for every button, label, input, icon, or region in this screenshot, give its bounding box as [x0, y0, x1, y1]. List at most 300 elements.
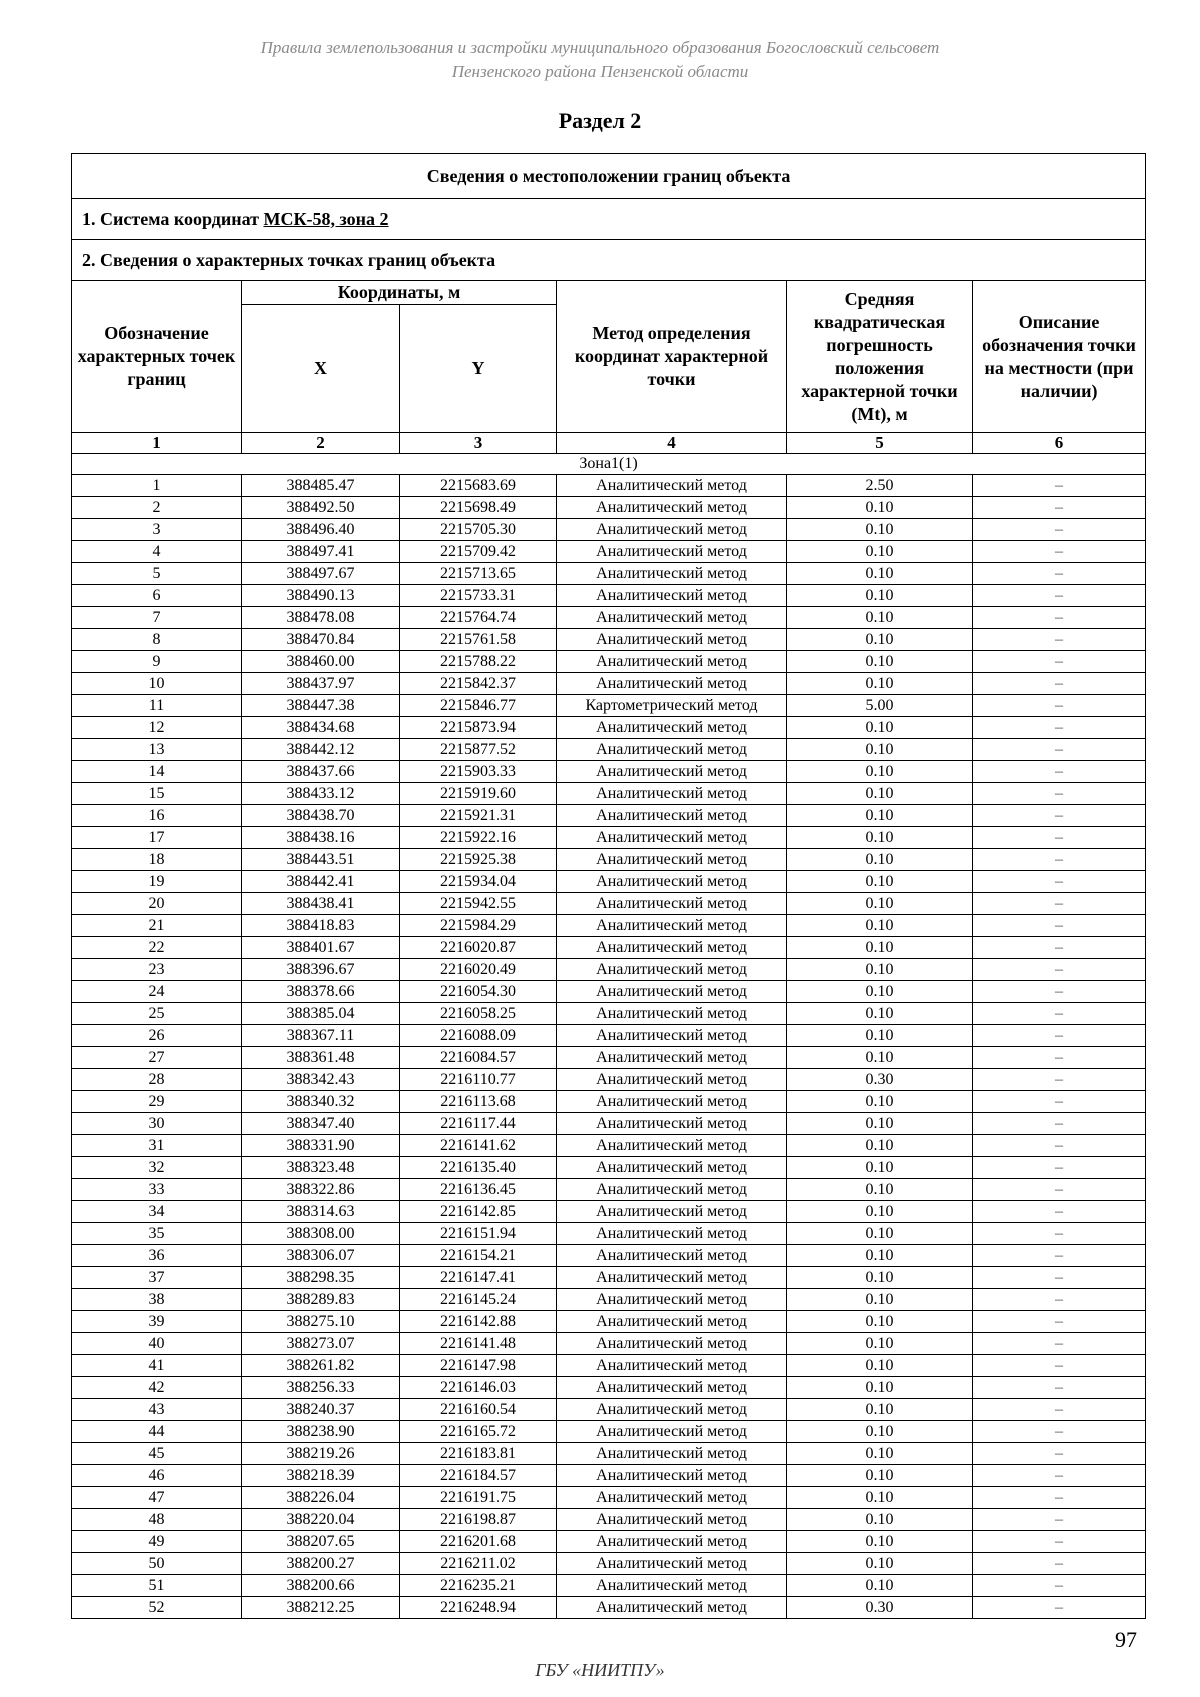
- method-cell: Аналитический метод: [557, 1201, 787, 1223]
- description-cell: –: [973, 1025, 1146, 1047]
- error-cell: 0.30: [787, 1597, 973, 1619]
- description-cell: –: [973, 1443, 1146, 1465]
- column-header-x: X: [242, 305, 400, 433]
- table-row: [72, 1421, 1146, 1443]
- table-row: [72, 959, 1146, 981]
- error-cell: 0.10: [787, 1289, 973, 1311]
- point-id-cell: 34: [72, 1201, 242, 1223]
- error-cell: 0.10: [787, 607, 973, 629]
- description-cell: –: [973, 673, 1146, 695]
- point-id-cell: 19: [72, 871, 242, 893]
- table-row: [72, 1157, 1146, 1179]
- table-row: [72, 739, 1146, 761]
- x-coordinate-cell: 388200.66: [242, 1575, 400, 1597]
- description-cell: –: [973, 1487, 1146, 1509]
- error-cell: 0.10: [787, 541, 973, 563]
- description-cell: –: [973, 959, 1146, 981]
- table-row: [72, 475, 1146, 497]
- y-coordinate-cell: 2216147.41: [400, 1267, 557, 1289]
- description-cell: –: [973, 651, 1146, 673]
- point-id-cell: 50: [72, 1553, 242, 1575]
- table-row: [72, 805, 1146, 827]
- y-coordinate-cell: 2216020.87: [400, 937, 557, 959]
- x-coordinate-cell: 388238.90: [242, 1421, 400, 1443]
- error-cell: 0.10: [787, 871, 973, 893]
- x-coordinate-cell: 388437.66: [242, 761, 400, 783]
- method-cell: Аналитический метод: [557, 1003, 787, 1025]
- table-row: [72, 519, 1146, 541]
- x-coordinate-cell: 388256.33: [242, 1377, 400, 1399]
- x-coordinate-cell: 388438.41: [242, 893, 400, 915]
- y-coordinate-cell: 2216135.40: [400, 1157, 557, 1179]
- x-coordinate-cell: 388478.08: [242, 607, 400, 629]
- method-cell: Аналитический метод: [557, 1311, 787, 1333]
- point-id-cell: 10: [72, 673, 242, 695]
- column-number: 4: [557, 433, 787, 454]
- error-cell: 0.10: [787, 937, 973, 959]
- description-cell: –: [973, 1289, 1146, 1311]
- point-id-cell: 5: [72, 563, 242, 585]
- table-row: [72, 1179, 1146, 1201]
- table-row: [72, 827, 1146, 849]
- method-cell: Аналитический метод: [557, 629, 787, 651]
- error-cell: 0.10: [787, 1399, 973, 1421]
- error-cell: 0.10: [787, 1487, 973, 1509]
- x-coordinate-cell: 388261.82: [242, 1355, 400, 1377]
- point-id-cell: 35: [72, 1223, 242, 1245]
- point-id-cell: 13: [72, 739, 242, 761]
- description-cell: –: [973, 981, 1146, 1003]
- table-row: [72, 1267, 1146, 1289]
- point-id-cell: 12: [72, 717, 242, 739]
- y-coordinate-cell: 2215922.16: [400, 827, 557, 849]
- table-row: [72, 497, 1146, 519]
- error-cell: 5.00: [787, 695, 973, 717]
- method-cell: Аналитический метод: [557, 1157, 787, 1179]
- method-cell: Аналитический метод: [557, 937, 787, 959]
- x-coordinate-cell: 388496.40: [242, 519, 400, 541]
- point-id-cell: 16: [72, 805, 242, 827]
- error-cell: 0.10: [787, 827, 973, 849]
- error-cell: 0.10: [787, 959, 973, 981]
- error-cell: 0.10: [787, 1157, 973, 1179]
- y-coordinate-cell: 2215873.94: [400, 717, 557, 739]
- method-cell: Аналитический метод: [557, 1509, 787, 1531]
- y-coordinate-cell: 2216191.75: [400, 1487, 557, 1509]
- x-coordinate-cell: 388306.07: [242, 1245, 400, 1267]
- error-cell: 0.10: [787, 805, 973, 827]
- description-cell: –: [973, 871, 1146, 893]
- x-coordinate-cell: 388212.25: [242, 1597, 400, 1619]
- table-row: [72, 1377, 1146, 1399]
- point-id-cell: 26: [72, 1025, 242, 1047]
- error-cell: 0.10: [787, 1047, 973, 1069]
- table-row: [72, 1333, 1146, 1355]
- table-row: [72, 607, 1146, 629]
- x-coordinate-cell: 388361.48: [242, 1047, 400, 1069]
- description-cell: –: [973, 1355, 1146, 1377]
- y-coordinate-cell: 2216201.68: [400, 1531, 557, 1553]
- point-id-cell: 40: [72, 1333, 242, 1355]
- description-cell: –: [973, 1245, 1146, 1267]
- error-cell: 0.10: [787, 739, 973, 761]
- coordinate-system-name: МСК-58, зона 2: [263, 208, 389, 229]
- point-id-cell: 33: [72, 1179, 242, 1201]
- description-cell: –: [973, 1267, 1146, 1289]
- error-cell: 0.10: [787, 1333, 973, 1355]
- method-cell: Аналитический метод: [557, 739, 787, 761]
- description-cell: –: [973, 915, 1146, 937]
- point-id-cell: 48: [72, 1509, 242, 1531]
- table-row: [72, 981, 1146, 1003]
- table-title: Сведения о местоположении границ объекта: [72, 154, 1146, 199]
- y-coordinate-cell: 2216084.57: [400, 1047, 557, 1069]
- y-coordinate-cell: 2216142.88: [400, 1311, 557, 1333]
- y-coordinate-cell: 2216117.44: [400, 1113, 557, 1135]
- description-cell: –: [973, 937, 1146, 959]
- error-cell: 0.10: [787, 1443, 973, 1465]
- method-cell: Аналитический метод: [557, 871, 787, 893]
- method-cell: Аналитический метод: [557, 915, 787, 937]
- y-coordinate-cell: 2215919.60: [400, 783, 557, 805]
- x-coordinate-cell: 388485.47: [242, 475, 400, 497]
- point-id-cell: 3: [72, 519, 242, 541]
- method-cell: Аналитический метод: [557, 1487, 787, 1509]
- error-cell: 0.10: [787, 1025, 973, 1047]
- point-id-cell: 24: [72, 981, 242, 1003]
- description-cell: –: [973, 1597, 1146, 1619]
- description-cell: –: [973, 761, 1146, 783]
- error-cell: 0.10: [787, 1245, 973, 1267]
- error-cell: 0.10: [787, 629, 973, 651]
- column-header-coords: Координаты, м: [242, 281, 557, 305]
- method-cell: Аналитический метод: [557, 783, 787, 805]
- table-row: [72, 629, 1146, 651]
- document-header: [0, 36, 1200, 84]
- point-id-cell: 22: [72, 937, 242, 959]
- method-cell: Аналитический метод: [557, 1267, 787, 1289]
- method-cell: Аналитический метод: [557, 849, 787, 871]
- x-coordinate-cell: 388226.04: [242, 1487, 400, 1509]
- x-coordinate-cell: 388433.12: [242, 783, 400, 805]
- x-coordinate-cell: 388497.41: [242, 541, 400, 563]
- error-cell: 0.10: [787, 1311, 973, 1333]
- table-row: [72, 849, 1146, 871]
- description-cell: –: [973, 1399, 1146, 1421]
- y-coordinate-cell: 2216248.94: [400, 1597, 557, 1619]
- y-coordinate-cell: 2215709.42: [400, 541, 557, 563]
- x-coordinate-cell: 388340.32: [242, 1091, 400, 1113]
- error-cell: 0.10: [787, 519, 973, 541]
- y-coordinate-cell: 2215925.38: [400, 849, 557, 871]
- method-cell: Аналитический метод: [557, 651, 787, 673]
- coordinate-system-label: 1. Система координат: [82, 208, 264, 229]
- y-coordinate-cell: 2216110.77: [400, 1069, 557, 1091]
- table-row: [72, 695, 1146, 717]
- x-coordinate-cell: 388322.86: [242, 1179, 400, 1201]
- table-row: [72, 1531, 1146, 1553]
- y-coordinate-cell: 2216054.30: [400, 981, 557, 1003]
- point-id-cell: 45: [72, 1443, 242, 1465]
- y-coordinate-cell: 2215733.31: [400, 585, 557, 607]
- x-coordinate-cell: 388273.07: [242, 1333, 400, 1355]
- column-number: 3: [400, 433, 557, 454]
- point-id-cell: 44: [72, 1421, 242, 1443]
- y-coordinate-cell: 2216235.21: [400, 1575, 557, 1597]
- x-coordinate-cell: 388418.83: [242, 915, 400, 937]
- error-cell: 0.10: [787, 1003, 973, 1025]
- method-cell: Аналитический метод: [557, 1069, 787, 1091]
- column-number: 6: [973, 433, 1146, 454]
- description-cell: –: [973, 805, 1146, 827]
- column-header-method: Метод определения координат характерной точки: [557, 281, 787, 433]
- method-cell: Аналитический метод: [557, 1421, 787, 1443]
- y-coordinate-cell: 2216160.54: [400, 1399, 557, 1421]
- x-coordinate-cell: 388323.48: [242, 1157, 400, 1179]
- error-cell: 0.10: [787, 585, 973, 607]
- x-coordinate-cell: 388437.97: [242, 673, 400, 695]
- y-coordinate-cell: 2216141.48: [400, 1333, 557, 1355]
- table-row: [72, 1113, 1146, 1135]
- point-id-cell: 15: [72, 783, 242, 805]
- x-coordinate-cell: 388200.27: [242, 1553, 400, 1575]
- point-id-cell: 20: [72, 893, 242, 915]
- method-cell: Аналитический метод: [557, 827, 787, 849]
- table-row: [72, 871, 1146, 893]
- description-cell: –: [973, 1575, 1146, 1597]
- point-id-cell: 4: [72, 541, 242, 563]
- point-id-cell: 25: [72, 1003, 242, 1025]
- boundary-points-table: [71, 153, 1146, 1619]
- point-id-cell: 31: [72, 1135, 242, 1157]
- x-coordinate-cell: 388434.68: [242, 717, 400, 739]
- x-coordinate-cell: 388240.37: [242, 1399, 400, 1421]
- table-row: [72, 1509, 1146, 1531]
- method-cell: Аналитический метод: [557, 1399, 787, 1421]
- y-coordinate-cell: 2215903.33: [400, 761, 557, 783]
- table-row: [72, 893, 1146, 915]
- error-cell: 2.50: [787, 475, 973, 497]
- x-coordinate-cell: 388314.63: [242, 1201, 400, 1223]
- error-cell: 0.10: [787, 497, 973, 519]
- y-coordinate-cell: 2216147.98: [400, 1355, 557, 1377]
- table-row: [72, 915, 1146, 937]
- error-cell: 0.10: [787, 1575, 973, 1597]
- error-cell: 0.10: [787, 893, 973, 915]
- table-row: [72, 1201, 1146, 1223]
- table-row: [72, 1311, 1146, 1333]
- column-header-point: Обозначение характерных точек границ: [72, 281, 242, 433]
- point-id-cell: 46: [72, 1465, 242, 1487]
- method-cell: Аналитический метод: [557, 1443, 787, 1465]
- description-cell: –: [973, 1179, 1146, 1201]
- x-coordinate-cell: 388497.67: [242, 563, 400, 585]
- y-coordinate-cell: 2216020.49: [400, 959, 557, 981]
- description-cell: –: [973, 1113, 1146, 1135]
- y-coordinate-cell: 2216151.94: [400, 1223, 557, 1245]
- point-id-cell: 39: [72, 1311, 242, 1333]
- y-coordinate-cell: 2215984.29: [400, 915, 557, 937]
- table-row: [72, 1443, 1146, 1465]
- description-cell: –: [973, 629, 1146, 651]
- error-cell: 0.10: [787, 673, 973, 695]
- point-id-cell: 27: [72, 1047, 242, 1069]
- table-row: [72, 1289, 1146, 1311]
- description-cell: –: [973, 563, 1146, 585]
- point-id-cell: 41: [72, 1355, 242, 1377]
- method-cell: Аналитический метод: [557, 1355, 787, 1377]
- point-id-cell: 30: [72, 1113, 242, 1135]
- x-coordinate-cell: 388385.04: [242, 1003, 400, 1025]
- table-row: [72, 1487, 1146, 1509]
- point-id-cell: 8: [72, 629, 242, 651]
- point-id-cell: 14: [72, 761, 242, 783]
- y-coordinate-cell: 2215683.69: [400, 475, 557, 497]
- point-id-cell: 36: [72, 1245, 242, 1267]
- y-coordinate-cell: 2215705.30: [400, 519, 557, 541]
- point-id-cell: 37: [72, 1267, 242, 1289]
- y-coordinate-cell: 2215934.04: [400, 871, 557, 893]
- description-cell: –: [973, 1091, 1146, 1113]
- y-coordinate-cell: 2216142.85: [400, 1201, 557, 1223]
- method-cell: Картометрический метод: [557, 695, 787, 717]
- y-coordinate-cell: 2216146.03: [400, 1377, 557, 1399]
- method-cell: Аналитический метод: [557, 1179, 787, 1201]
- point-id-cell: 7: [72, 607, 242, 629]
- x-coordinate-cell: 388490.13: [242, 585, 400, 607]
- point-id-cell: 43: [72, 1399, 242, 1421]
- method-cell: Аналитический метод: [557, 959, 787, 981]
- method-cell: Аналитический метод: [557, 497, 787, 519]
- description-cell: –: [973, 1333, 1146, 1355]
- description-cell: –: [973, 739, 1146, 761]
- method-cell: Аналитический метод: [557, 519, 787, 541]
- method-cell: Аналитический метод: [557, 563, 787, 585]
- point-id-cell: 1: [72, 475, 242, 497]
- y-coordinate-cell: 2216198.87: [400, 1509, 557, 1531]
- table-row: [72, 1135, 1146, 1157]
- column-header-description: Описание обозначения точки на местности (при наличии): [973, 281, 1146, 433]
- method-cell: Аналитический метод: [557, 1575, 787, 1597]
- table-row: [72, 1355, 1146, 1377]
- point-id-cell: 23: [72, 959, 242, 981]
- description-cell: –: [973, 1421, 1146, 1443]
- table-row: [72, 717, 1146, 739]
- column-header-y: Y: [400, 305, 557, 433]
- y-coordinate-cell: 2215842.37: [400, 673, 557, 695]
- description-cell: –: [973, 475, 1146, 497]
- description-cell: –: [973, 893, 1146, 915]
- error-cell: 0.10: [787, 1509, 973, 1531]
- error-cell: 0.10: [787, 1113, 973, 1135]
- table-row: [72, 1597, 1146, 1619]
- error-cell: 0.10: [787, 1377, 973, 1399]
- table-row: [72, 563, 1146, 585]
- table-row: [72, 1245, 1146, 1267]
- description-cell: –: [973, 1509, 1146, 1531]
- description-cell: –: [973, 541, 1146, 563]
- error-cell: 0.10: [787, 1355, 973, 1377]
- description-cell: –: [973, 1377, 1146, 1399]
- y-coordinate-cell: 2216141.62: [400, 1135, 557, 1157]
- description-cell: –: [973, 1311, 1146, 1333]
- x-coordinate-cell: 388460.00: [242, 651, 400, 673]
- x-coordinate-cell: 388492.50: [242, 497, 400, 519]
- y-coordinate-cell: 2216184.57: [400, 1465, 557, 1487]
- error-cell: 0.10: [787, 1553, 973, 1575]
- error-cell: 0.30: [787, 1069, 973, 1091]
- point-id-cell: 6: [72, 585, 242, 607]
- section-title: Раздел 2: [558, 108, 642, 133]
- zone-label: Зона1(1): [72, 454, 1146, 475]
- error-cell: 0.10: [787, 651, 973, 673]
- x-coordinate-cell: 388275.10: [242, 1311, 400, 1333]
- method-cell: Аналитический метод: [557, 1047, 787, 1069]
- description-cell: –: [973, 1069, 1146, 1091]
- point-id-cell: 51: [72, 1575, 242, 1597]
- method-cell: Аналитический метод: [557, 1597, 787, 1619]
- method-cell: Аналитический метод: [557, 673, 787, 695]
- column-number: 2: [242, 433, 400, 454]
- error-cell: 0.10: [787, 849, 973, 871]
- x-coordinate-cell: 388220.04: [242, 1509, 400, 1531]
- error-cell: 0.10: [787, 717, 973, 739]
- x-coordinate-cell: 388308.00: [242, 1223, 400, 1245]
- point-id-cell: 9: [72, 651, 242, 673]
- method-cell: Аналитический метод: [557, 1553, 787, 1575]
- y-coordinate-cell: 2215764.74: [400, 607, 557, 629]
- x-coordinate-cell: 388347.40: [242, 1113, 400, 1135]
- y-coordinate-cell: 2216183.81: [400, 1443, 557, 1465]
- description-cell: –: [973, 1223, 1146, 1245]
- footer-organization: ГБУ «НИИТПУ»: [535, 1660, 665, 1680]
- x-coordinate-cell: 388218.39: [242, 1465, 400, 1487]
- error-cell: 0.10: [787, 761, 973, 783]
- table-row: [72, 1575, 1146, 1597]
- error-cell: 0.10: [787, 1223, 973, 1245]
- x-coordinate-cell: 388470.84: [242, 629, 400, 651]
- method-cell: Аналитический метод: [557, 1245, 787, 1267]
- error-cell: 0.10: [787, 981, 973, 1003]
- point-id-cell: 38: [72, 1289, 242, 1311]
- x-coordinate-cell: 388207.65: [242, 1531, 400, 1553]
- method-cell: Аналитический метод: [557, 1333, 787, 1355]
- x-coordinate-cell: 388443.51: [242, 849, 400, 871]
- y-coordinate-cell: 2216113.68: [400, 1091, 557, 1113]
- point-id-cell: 49: [72, 1531, 242, 1553]
- error-cell: 0.10: [787, 1465, 973, 1487]
- y-coordinate-cell: 2216136.45: [400, 1179, 557, 1201]
- column-number: 1: [72, 433, 242, 454]
- method-cell: Аналитический метод: [557, 1025, 787, 1047]
- error-cell: 0.10: [787, 783, 973, 805]
- coordinate-system-row: [72, 199, 1146, 240]
- x-coordinate-cell: 388401.67: [242, 937, 400, 959]
- point-id-cell: 32: [72, 1157, 242, 1179]
- x-coordinate-cell: 388396.67: [242, 959, 400, 981]
- table-row: [72, 1069, 1146, 1091]
- method-cell: Аналитический метод: [557, 1223, 787, 1245]
- error-cell: 0.10: [787, 915, 973, 937]
- description-cell: –: [973, 1047, 1146, 1069]
- method-cell: Аналитический метод: [557, 475, 787, 497]
- table-row: [72, 541, 1146, 563]
- point-id-cell: 42: [72, 1377, 242, 1399]
- table-row: [72, 651, 1146, 673]
- table-row: [72, 1399, 1146, 1421]
- description-cell: –: [973, 607, 1146, 629]
- method-cell: Аналитический метод: [557, 541, 787, 563]
